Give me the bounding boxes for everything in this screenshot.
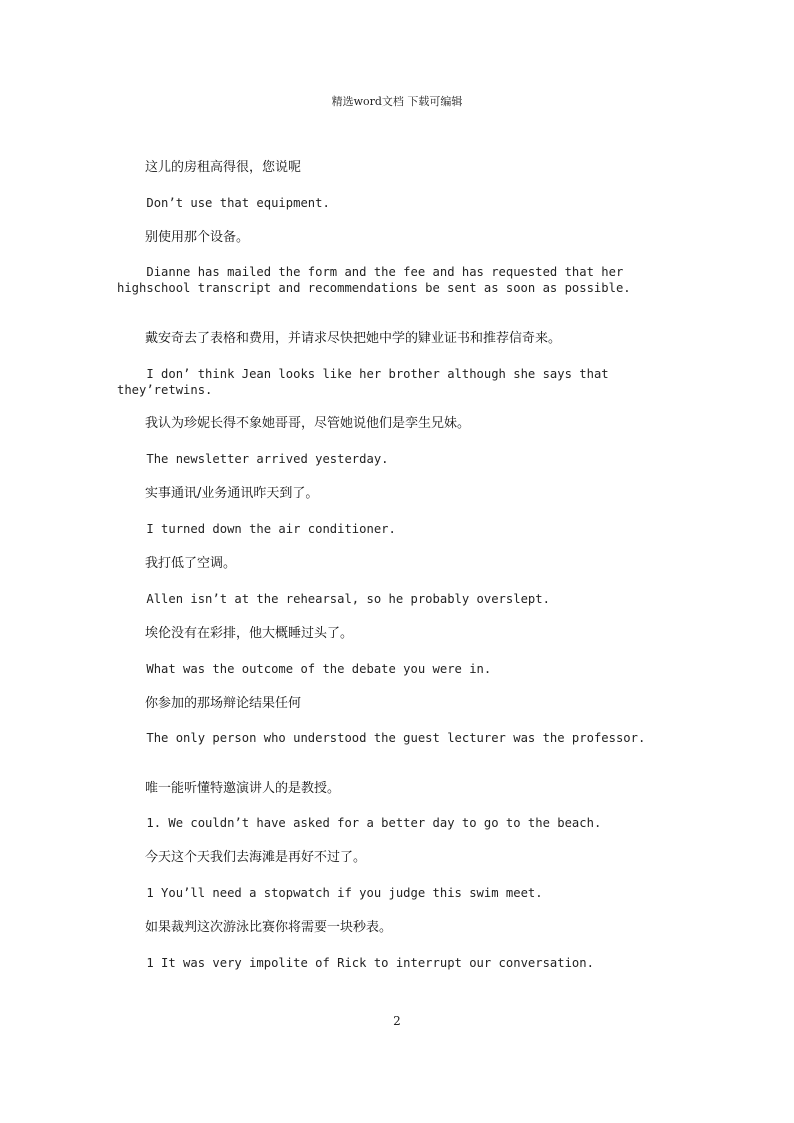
- chinese-line: 你参加的那场辩论结果任何: [145, 696, 302, 711]
- english-line: 1 It was very impolite of Rick to interrupt our conversation.: [117, 956, 594, 970]
- english-line: Don’t use that equipment.: [117, 196, 330, 210]
- page-header: 精选word文档 下载可编辑: [331, 95, 463, 108]
- chinese-line: 戴安奇去了表格和费用，并请求尽快把她中学的肄业证书和推荐信奇来。: [145, 331, 562, 346]
- chinese-line: 埃伦没有在彩排，他大概睡过头了。: [145, 626, 354, 641]
- chinese-line: 我认为珍妮长得不象她哥哥，尽管她说他们是孪生兄妹。: [145, 416, 471, 431]
- chinese-line: 如果裁判这次游泳比赛你将需要一块秒表。: [145, 920, 393, 935]
- chinese-line: 这儿的房租高得很，您说呢: [145, 160, 302, 175]
- english-line: 1 You’ll need a stopwatch if you judge this swim meet.: [117, 886, 543, 900]
- chinese-line: 实事通讯/业务通讯昨天到了。: [145, 486, 319, 501]
- english-line: I don’ think Jean looks like her brother although she says that they’retwins.: [117, 367, 616, 397]
- chinese-line: 别使用那个设备。: [145, 230, 250, 245]
- english-line: I turned down the air conditioner.: [117, 522, 396, 536]
- chinese-line: 今天这个天我们去海滩是再好不过了。: [145, 850, 367, 865]
- english-line: The newsletter arrived yesterday.: [117, 452, 389, 466]
- chinese-line: 我打低了空调。: [145, 556, 237, 571]
- english-line: Dianne has mailed the form and the fee and has requested that her highschool transcript and recommendations be sent as soon as possible.: [117, 265, 631, 295]
- chinese-line: 唯一能听懂特邀演讲人的是教授。: [145, 781, 341, 796]
- english-line: The only person who understood the guest lecturer was the professor.: [117, 731, 646, 745]
- page-number: 2: [393, 1014, 401, 1028]
- english-line: What was the outcome of the debate you were in.: [117, 662, 492, 676]
- english-line: Allen isn’t at the rehearsal, so he probably overslept.: [117, 592, 550, 606]
- english-line: 1. We couldn’t have asked for a better day to go to the beach.: [117, 816, 602, 830]
